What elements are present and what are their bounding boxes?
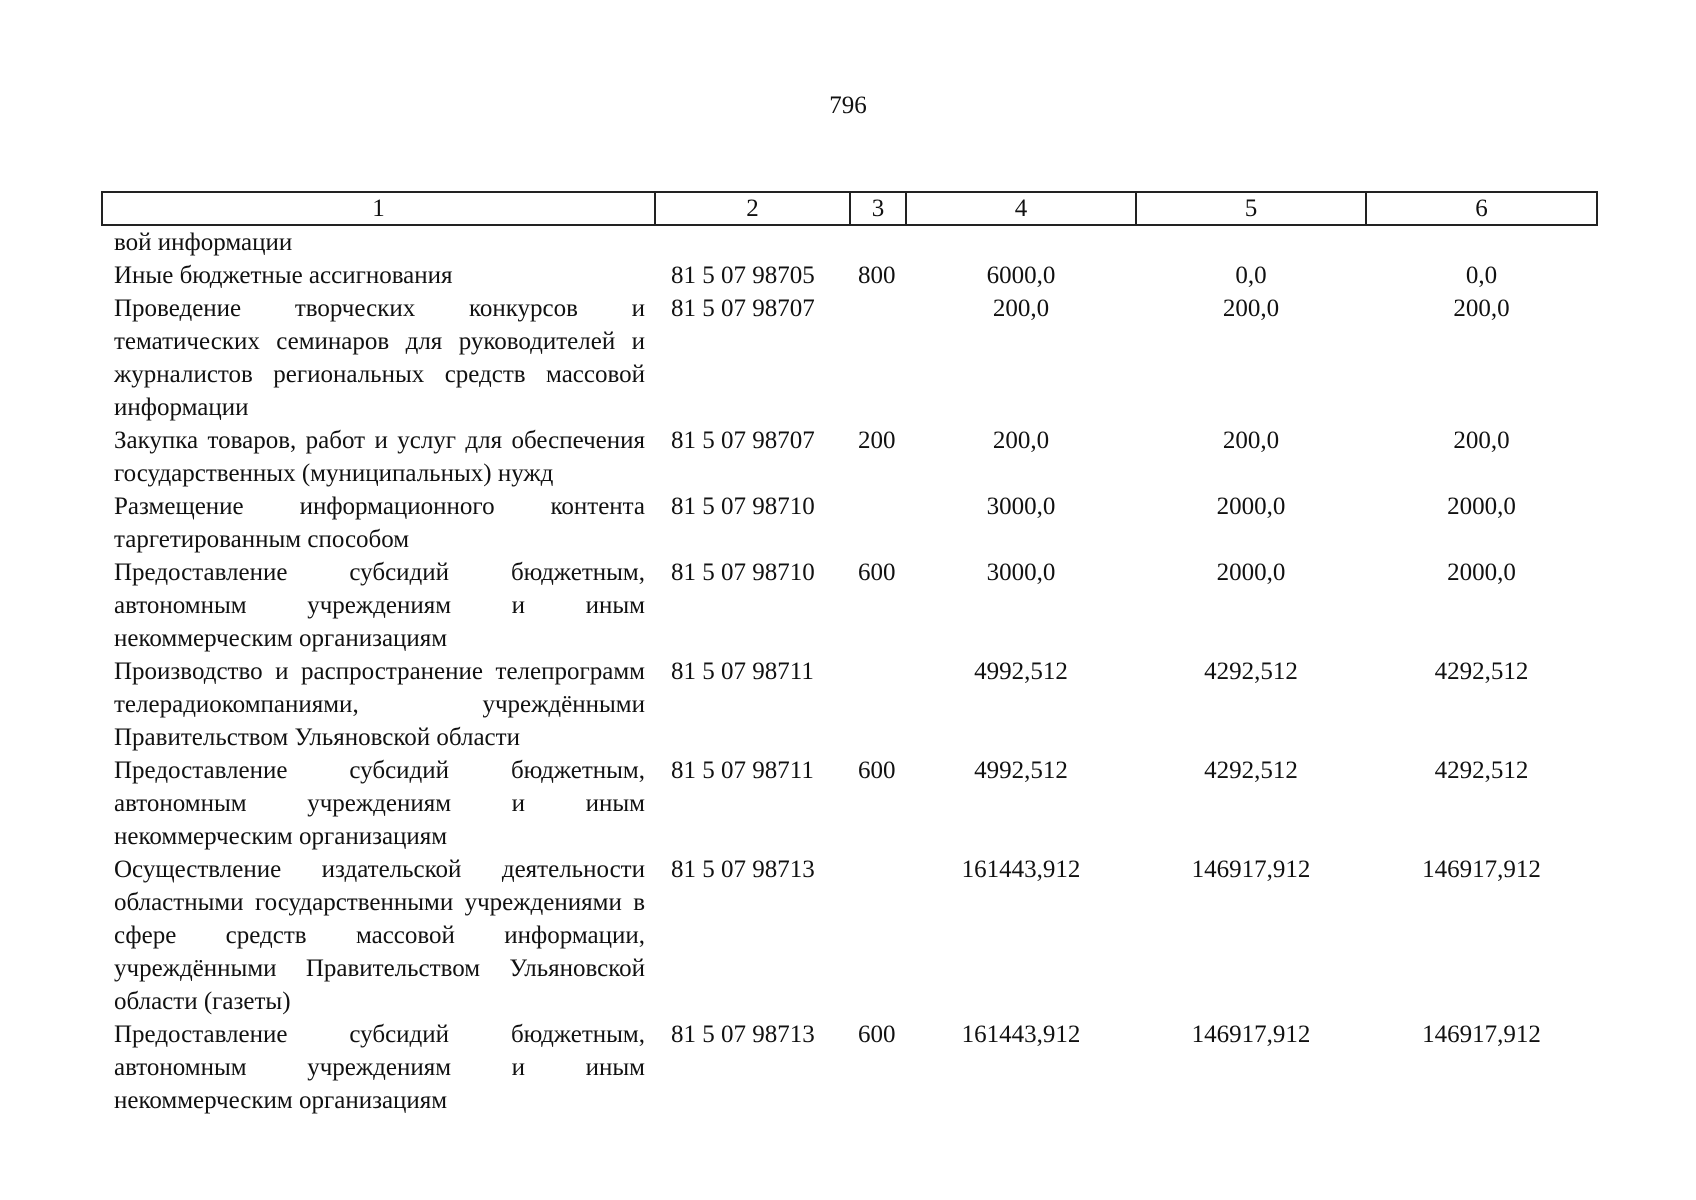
amount-col-5: 4292,512 bbox=[1204, 658, 1298, 685]
item-code: 81 5 07 98707 bbox=[671, 295, 815, 322]
amount-col-5: 0,0 bbox=[1235, 262, 1267, 289]
header-row bbox=[102, 192, 1597, 225]
item-code: 81 5 07 98713 bbox=[671, 856, 815, 883]
column-header-1: 1 bbox=[102, 192, 655, 225]
amount-col-6: 2000,0 bbox=[1447, 559, 1516, 586]
item-name: вой информации bbox=[114, 229, 293, 256]
expense-type bbox=[850, 490, 906, 556]
table-row bbox=[102, 556, 1597, 655]
item-code bbox=[655, 225, 850, 259]
expense-type bbox=[850, 655, 906, 754]
amount-col-5: 200,0 bbox=[1222, 427, 1280, 454]
table-row bbox=[102, 424, 1597, 490]
column-header-6: 6 bbox=[1366, 192, 1597, 225]
table-row bbox=[102, 754, 1597, 853]
amount-col-5: 146917,912 bbox=[1191, 1021, 1311, 1048]
amount-col-4: 161443,912 bbox=[961, 856, 1081, 883]
item-name: Предоставление субсидий бюджетным, автономным учреждениям и иным некоммерческим организациям bbox=[114, 1021, 645, 1114]
table-row bbox=[102, 1018, 1597, 1117]
amount-col-4: 200,0 bbox=[992, 295, 1050, 322]
amount-col-4: 4992,512 bbox=[974, 757, 1068, 784]
item-name: Иные бюджетные ассигнования bbox=[114, 262, 453, 289]
item-name: Предоставление субсидий бюджетным, автономным учреждениям и иным некоммерческим организациям bbox=[114, 757, 645, 850]
table-header bbox=[102, 192, 1597, 225]
amount-col-4: 3000,0 bbox=[986, 559, 1056, 586]
item-name: Проведение творческих конкурсов и тематических семинаров для руководителей и журналистов региональных средств массовой информации bbox=[114, 295, 645, 421]
expense-type: 600 bbox=[858, 1021, 896, 1048]
amount-col-4: 6000,0 bbox=[986, 262, 1056, 289]
amount-col-6: 146917,912 bbox=[1422, 1021, 1541, 1048]
table-row bbox=[102, 490, 1597, 556]
table-row bbox=[102, 853, 1597, 1018]
item-name: Закупка товаров, работ и услуг для обеспечения государственных (муниципальных) нужд bbox=[114, 427, 645, 487]
item-code: 81 5 07 98710 bbox=[671, 559, 815, 586]
column-header-3: 3 bbox=[850, 192, 906, 225]
table-body bbox=[102, 225, 1597, 1117]
amount-col-6: 4292,512 bbox=[1434, 757, 1529, 784]
item-name: Предоставление субсидий бюджетным, автономным учреждениям и иным некоммерческим организациям bbox=[114, 559, 645, 652]
item-code: 81 5 07 98711 bbox=[671, 757, 814, 784]
amount-col-4 bbox=[906, 225, 1136, 259]
expense-type: 200 bbox=[858, 427, 896, 454]
column-header-5: 5 bbox=[1136, 192, 1366, 225]
page-number: 796 bbox=[829, 92, 867, 119]
amount-col-5: 146917,912 bbox=[1191, 856, 1311, 883]
item-name: Размещение информационного контента таргетированным способом bbox=[114, 493, 645, 553]
column-header-4: 4 bbox=[906, 192, 1136, 225]
item-code: 81 5 07 98710 bbox=[671, 493, 815, 520]
amount-col-4: 4992,512 bbox=[974, 658, 1068, 685]
amount-col-6: 146917,912 bbox=[1422, 856, 1541, 883]
table-row bbox=[102, 259, 1597, 292]
table-row bbox=[102, 292, 1597, 424]
amount-col-6: 2000,0 bbox=[1447, 493, 1516, 520]
amount-col-5: 200,0 bbox=[1222, 295, 1280, 322]
amount-col-5 bbox=[1136, 225, 1366, 259]
table-row bbox=[102, 225, 1597, 259]
amount-col-6: 200,0 bbox=[1453, 427, 1510, 454]
item-code: 81 5 07 98711 bbox=[671, 658, 814, 685]
item-code: 81 5 07 98707 bbox=[671, 427, 815, 454]
amount-col-4: 200,0 bbox=[992, 427, 1050, 454]
item-code: 81 5 07 98705 bbox=[671, 262, 815, 289]
item-code: 81 5 07 98713 bbox=[671, 1021, 815, 1048]
expense-type: 600 bbox=[858, 559, 896, 586]
expense-type bbox=[850, 292, 906, 424]
amount-col-5: 2000,0 bbox=[1216, 493, 1286, 520]
amount-col-5: 2000,0 bbox=[1216, 559, 1286, 586]
item-name: Производство и распространение телепрограмм телерадиокомпаниями, учреждёнными Правительством Ульяновской области bbox=[114, 658, 645, 751]
amount-col-4: 161443,912 bbox=[961, 1021, 1081, 1048]
item-name: Осуществление издательской деятельности областными государственными учреждениями в сфере средств массовой информации, учреждёнными Правительством Ульяновской области (газеты) bbox=[114, 856, 645, 1015]
expense-type: 800 bbox=[858, 262, 896, 289]
amount-col-4: 3000,0 bbox=[986, 493, 1056, 520]
expense-type bbox=[850, 225, 906, 259]
amount-col-5: 4292,512 bbox=[1204, 757, 1298, 784]
amount-col-6 bbox=[1366, 225, 1597, 259]
budget-table bbox=[101, 191, 1598, 1117]
table-row bbox=[102, 655, 1597, 754]
amount-col-6: 4292,512 bbox=[1434, 658, 1529, 685]
amount-col-6: 200,0 bbox=[1453, 295, 1510, 322]
expense-type: 600 bbox=[858, 757, 896, 784]
expense-type bbox=[850, 853, 906, 1018]
column-header-2: 2 bbox=[655, 192, 850, 225]
amount-col-6: 0,0 bbox=[1465, 262, 1498, 289]
